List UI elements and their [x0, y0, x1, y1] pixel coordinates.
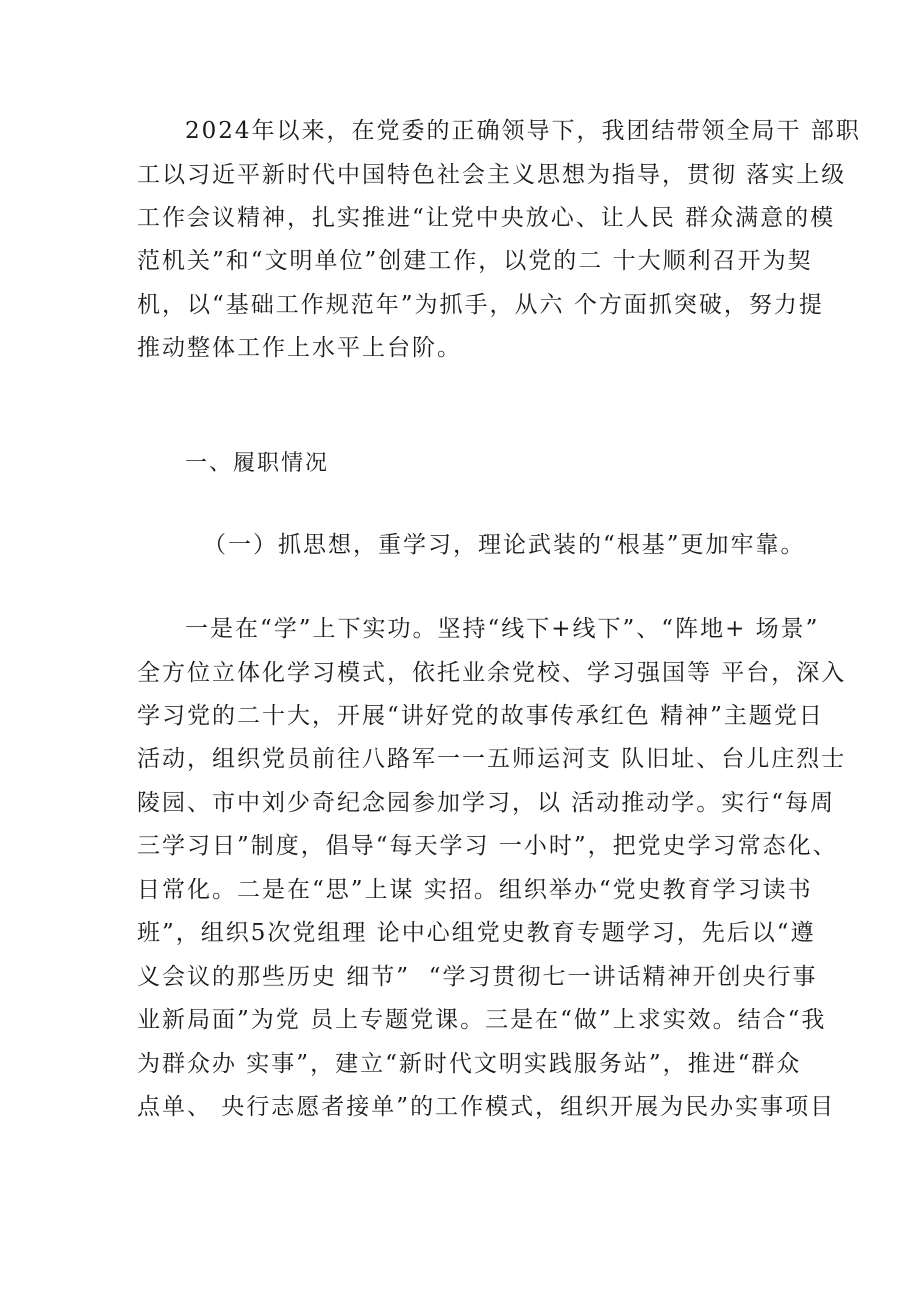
body-line-1: 一是在“学”上下实功。坚持“线下+线下”、“阵地+ 场景”: [185, 616, 820, 642]
body-line-8: 班”，组织5次党组理 论中心组党史教育专题学习，先后以“遵: [137, 920, 816, 946]
intro-line-6: 推动整体工作上水平上台阶。: [137, 335, 462, 361]
body-line-11: 为群众办 实事”，建立“新时代文明实践服务站”，推进“群众: [137, 1051, 802, 1077]
subsection-heading: （一）抓思想，重学习，理论武装的“根基”更加牢靠。: [203, 532, 806, 558]
intro-line-4: 范机关”和“文明单位”创建工作，以党的二 十大顺利召开为契: [137, 248, 813, 274]
body-line-4: 活动，组织党员前往八路军一一五师运河支 队旧址、台儿庄烈士: [137, 746, 847, 772]
intro-line-1: 2024年以来，在党委的正确领导下，我团结带领全局干 部职: [185, 118, 861, 144]
section-heading: 一、履职情况: [185, 451, 330, 476]
body-line-2: 全方位立体化学习模式，依托业余党校、学习强国等 平台，深入: [137, 660, 847, 686]
body-line-9: 义会议的那些历史 细节” “学习贯彻七一讲话精神开创央行事: [137, 964, 818, 990]
body-line-7: 日常化。二是在“思”上谋 实招。组织举办“党史教育学习读书: [137, 877, 813, 903]
body-line-12: 点单、 央行志愿者接单”的工作模式，组织开展为民办实事项目: [137, 1094, 836, 1120]
intro-line-3: 工作会议精神，扎实推进“让党中央放心、让人民 群众满意的模: [137, 205, 836, 231]
intro-line-2: 工以习近平新时代中国特色社会主义思想为指导，贯彻 落实上级: [137, 162, 847, 188]
intro-line-5: 机，以“基础工作规范年”为抓手，从六 个方面抓突破，努力提: [137, 292, 824, 318]
body-line-5: 陵园、市中刘少奇纪念园参加学习，以 活动推动学。实行“每周: [137, 790, 836, 816]
body-line-6: 三学习日”制度，倡导“每天学习 一小时”，把党史学习常态化、: [137, 833, 838, 859]
body-line-3: 学习党的二十大，开展“讲好党的故事传承红色 精神”主题党日: [137, 703, 824, 729]
body-line-10: 业新局面”为党 员上专题党课。三是在“做”上求实效。结合“我: [137, 1007, 827, 1033]
